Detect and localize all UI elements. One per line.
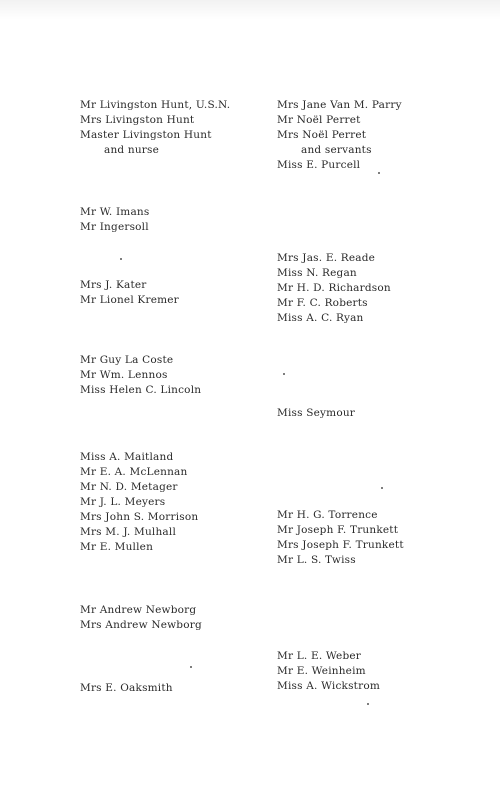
passenger-name: Mr N. D. Metager	[80, 481, 178, 493]
passenger-name: Master Livingston Hunt	[80, 129, 212, 141]
print-speck	[378, 172, 380, 174]
passenger-name: Mrs Livingston Hunt	[80, 114, 195, 126]
print-speck	[283, 373, 285, 375]
passenger-name: Miss A. Wickstrom	[277, 680, 380, 692]
passenger-name: Mrs Jane Van M. Parry	[277, 99, 402, 111]
passenger-name: Mr Andrew Newborg	[80, 604, 197, 616]
passenger-name: Mr E. Weinheim	[277, 665, 366, 677]
passenger-name: Miss Helen C. Lincoln	[80, 384, 202, 396]
passenger-name: Mrs Joseph F. Trunkett	[277, 539, 404, 551]
passenger-name: Miss A. Maitland	[80, 451, 174, 463]
passenger-name: Mrs Andrew Newborg	[80, 619, 202, 631]
passenger-note: and servants	[301, 144, 372, 156]
passenger-name: Mr J. L. Meyers	[80, 496, 166, 508]
passenger-name: Mr F. C. Roberts	[277, 297, 368, 309]
passenger-name: Mr Livingston Hunt, U.S.N.	[80, 99, 231, 111]
page-top-shade	[0, 0, 500, 20]
passenger-note: and nurse	[104, 144, 160, 156]
passenger-name: Mrs Jas. E. Reade	[277, 252, 376, 264]
passenger-name: Mrs E. Oaksmith	[80, 682, 173, 694]
print-speck	[367, 703, 369, 705]
passenger-name: Miss N. Regan	[277, 267, 357, 279]
passenger-name: Miss Seymour	[277, 407, 356, 419]
passenger-name: Mr Ingersoll	[80, 221, 149, 233]
passenger-name: Mrs Noël Perret	[277, 129, 367, 141]
passenger-name: Mr H. G. Torrence	[277, 509, 378, 521]
print-speck	[190, 666, 192, 668]
passenger-name: Mr Guy La Coste	[80, 354, 174, 366]
print-speck	[120, 258, 122, 260]
passenger-name: Mr Joseph F. Trunkett	[277, 524, 399, 536]
passenger-name: Mr Lionel Kremer	[80, 294, 179, 306]
print-speck	[381, 487, 383, 489]
passenger-name: Miss A. C. Ryan	[277, 312, 364, 324]
passenger-name: Miss E. Purcell	[277, 159, 361, 171]
passenger-name: Mr Noël Perret	[277, 114, 361, 126]
passenger-name: Mrs J. Kater	[80, 279, 147, 291]
passenger-name: Mr Wm. Lennos	[80, 369, 168, 381]
passenger-name: Mrs M. J. Mulhall	[80, 526, 177, 538]
passenger-name: Mr E. Mullen	[80, 541, 154, 553]
passenger-name: Mr E. A. McLennan	[80, 466, 188, 478]
passenger-name: Mr W. Imans	[80, 206, 150, 218]
passenger-name: Mr L. E. Weber	[277, 650, 362, 662]
passenger-name: Mr L. S. Twiss	[277, 554, 356, 566]
passenger-name: Mr H. D. Richardson	[277, 282, 391, 294]
passenger-name: Mrs John S. Morrison	[80, 511, 199, 523]
